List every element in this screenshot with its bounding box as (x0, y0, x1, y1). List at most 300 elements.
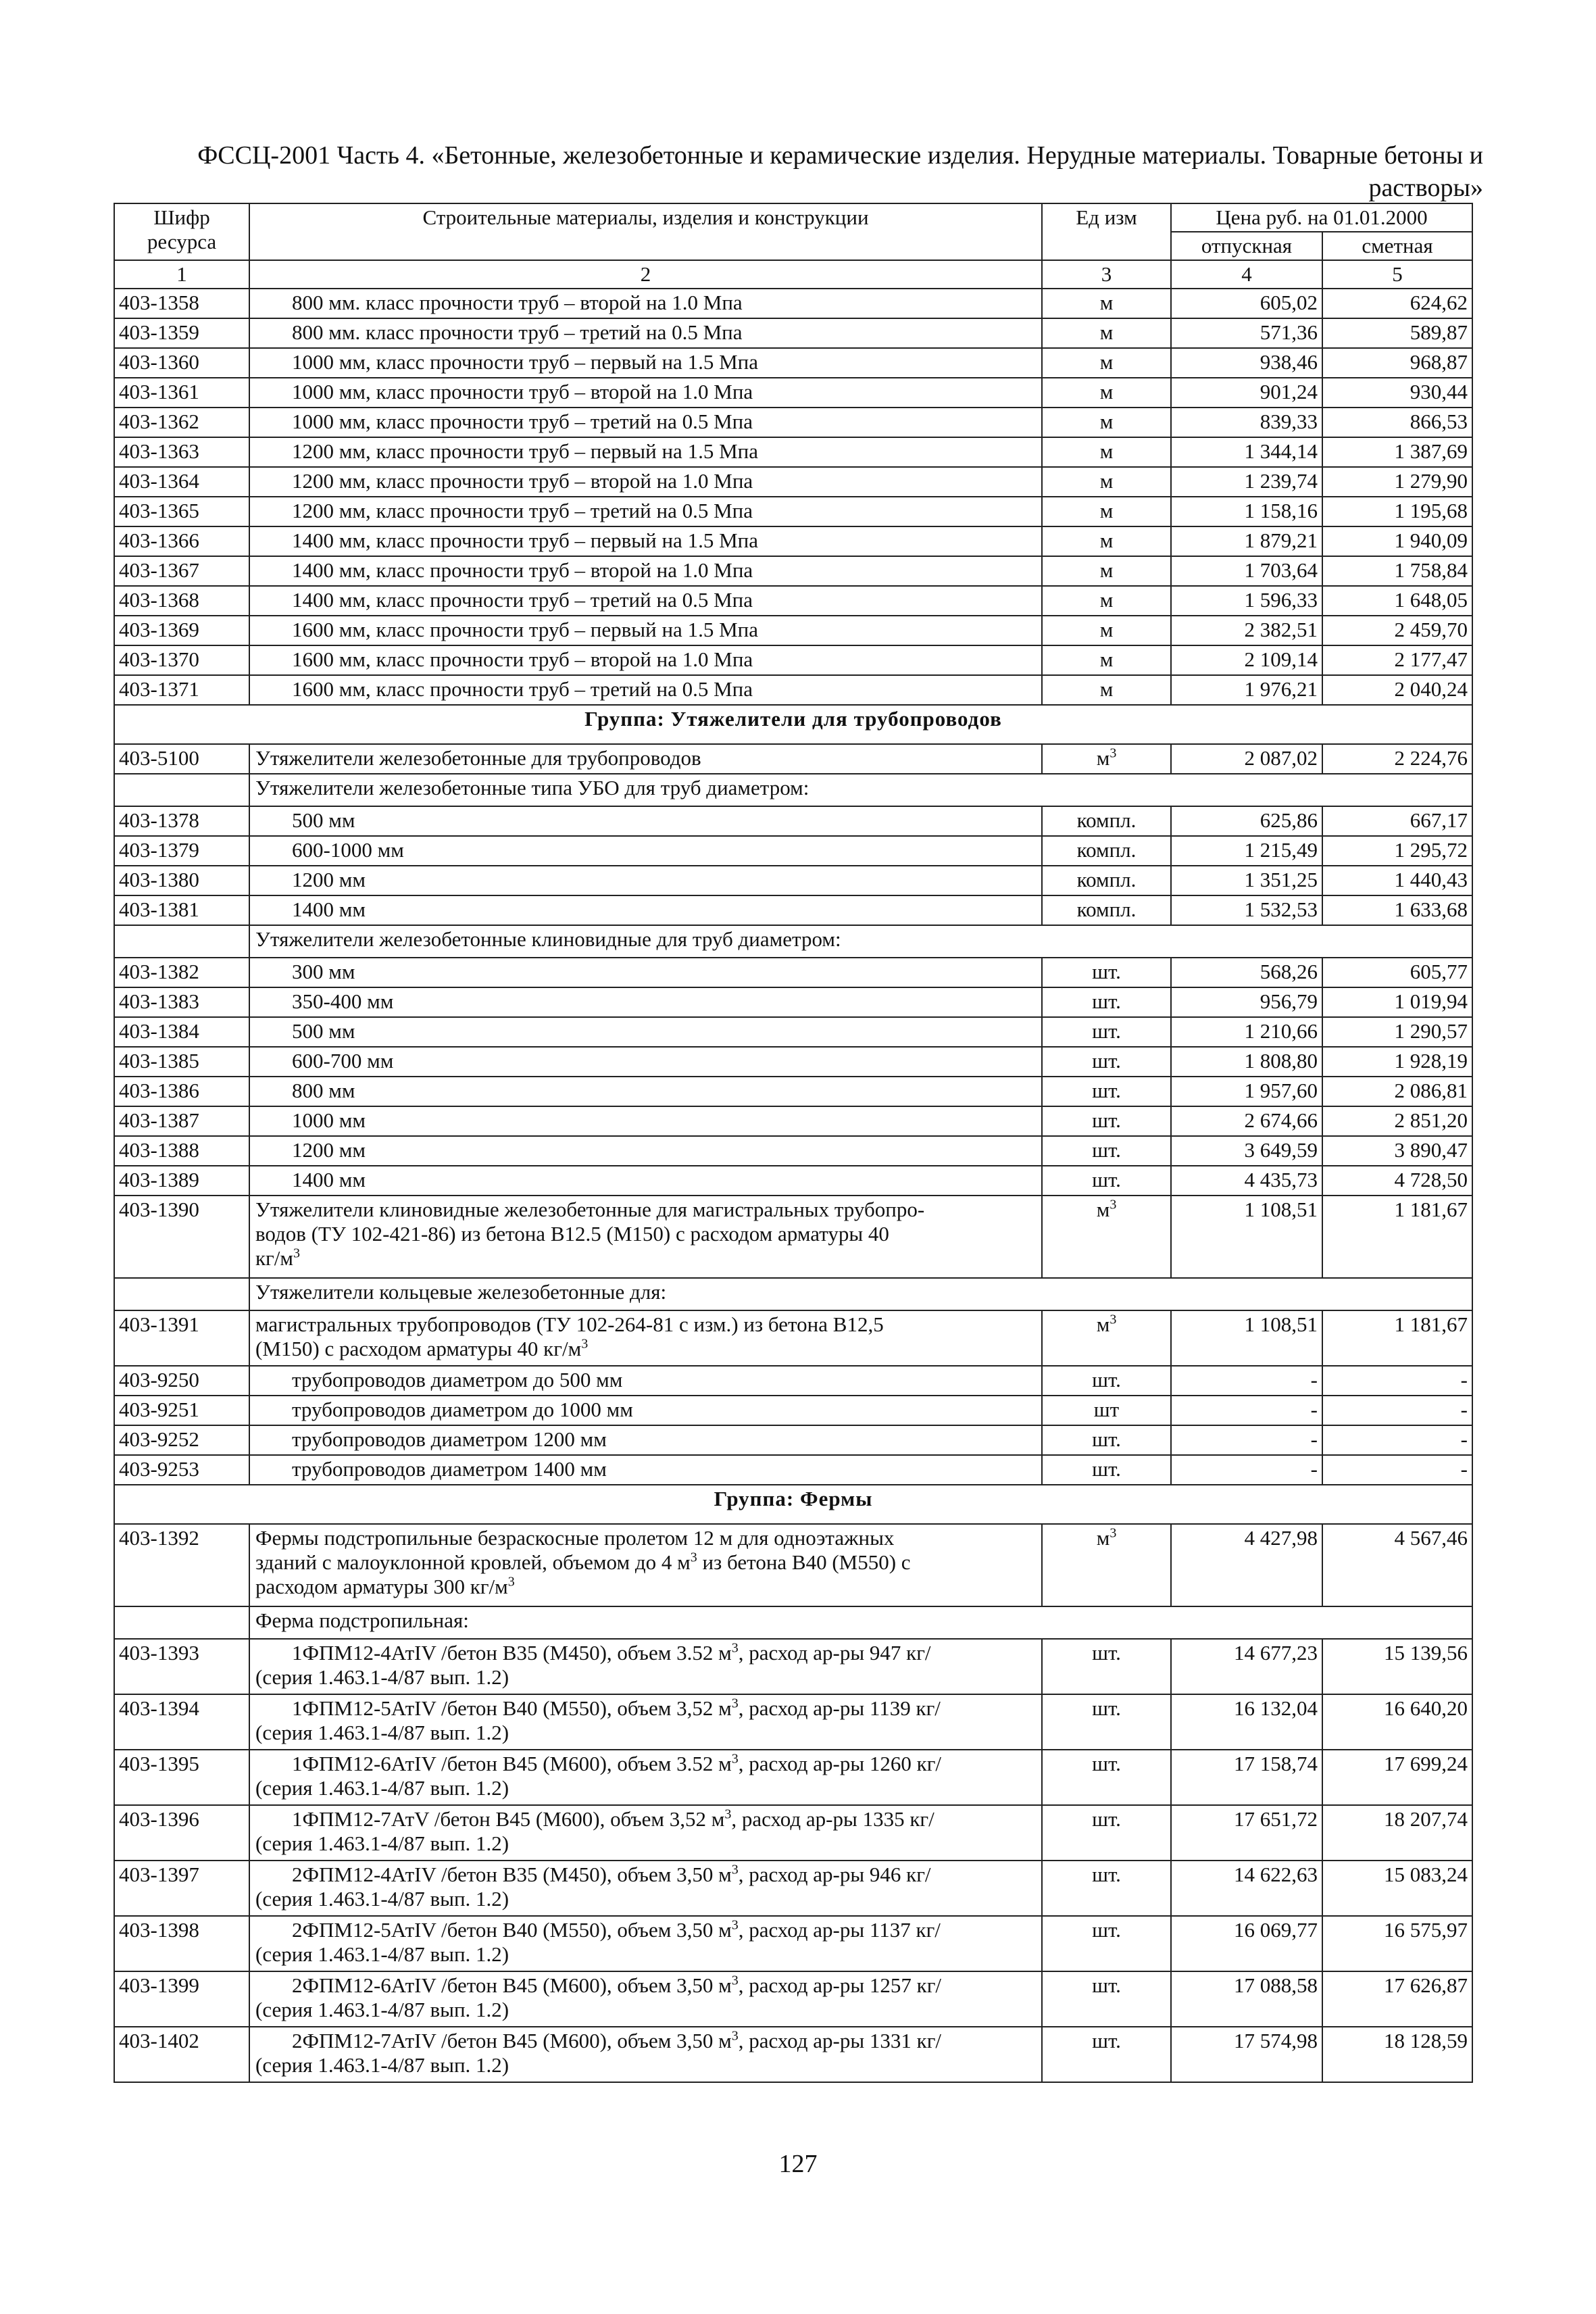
price-estimate: 1 195,68 (1322, 497, 1472, 526)
item-name: 1000 мм, класс прочности труб – третий на 0.5 Мпа (249, 408, 1042, 437)
resource-code: 403-1383 (114, 987, 249, 1017)
column-number: 4 (1171, 260, 1322, 289)
table-row (114, 2027, 1472, 2082)
price-release: 1 957,60 (1171, 1077, 1322, 1106)
price-estimate: 16 640,20 (1322, 1694, 1472, 1750)
resource-code: 403-1384 (114, 1017, 249, 1047)
superscript: 3 (731, 2028, 739, 2044)
table-row (114, 1017, 1472, 1047)
name-line (255, 1752, 941, 1775)
name-text: 2ФПМ12-6АтIV /бетон В45 (М600), объем 3,50 м (292, 1973, 732, 1997)
item-unit: шт. (1042, 1639, 1171, 1694)
item-name: 1400 мм, класс прочности труб – второй на 1.0 Мпа (249, 556, 1042, 586)
price-release: 1 596,33 (1171, 586, 1322, 616)
price-estimate: 17 699,24 (1322, 1750, 1472, 1805)
price-release: 571,36 (1171, 318, 1322, 348)
name-text: , расход ар-ры 1139 кг/ (738, 1696, 941, 1720)
price-estimate: 16 575,97 (1322, 1916, 1472, 1971)
column-number-row (114, 260, 1472, 289)
price-estimate: 2 459,70 (1322, 616, 1472, 645)
name-line (255, 1863, 931, 1886)
resource-code: 403-1385 (114, 1047, 249, 1077)
item-name (249, 1639, 1042, 1694)
item-name (249, 1196, 1042, 1278)
superscript: 3 (581, 1336, 589, 1352)
table-row (114, 526, 1472, 556)
item-unit (1042, 1310, 1171, 1366)
item-name: 1400 мм (249, 895, 1042, 925)
page-number: 127 (778, 2150, 818, 2178)
unit-text: м (1096, 1526, 1110, 1550)
item-name: 1400 мм (249, 1166, 1042, 1196)
group-heading (114, 1485, 1472, 1524)
item-unit (1042, 958, 1171, 987)
table-row (114, 645, 1472, 675)
name-text: 1ФПМ12-6АтIV /бетон В45 (М600), объем 3.52 м (292, 1752, 732, 1775)
price-estimate: - (1322, 1396, 1472, 1425)
name-text: 1ФПМ12-5АтIV /бетон В40 (М550), объем 3,52 м (292, 1696, 732, 1720)
subheading-row (114, 774, 1472, 806)
empty-cell (114, 925, 249, 958)
price-release: 625,86 (1171, 806, 1322, 836)
name-text: , расход ар-ры 946 кг/ (738, 1863, 931, 1886)
name-text: 1ФПМ12-7АтV /бетон В45 (М600), объем 3,52 м (292, 1807, 725, 1831)
resource-code: 403-1392 (114, 1524, 249, 1606)
unit-text: м (1099, 291, 1114, 314)
price-release: 1 210,66 (1171, 1017, 1322, 1047)
price-release: 839,33 (1171, 408, 1322, 437)
name-text: (серия 1.463.1-4/87 вып. 1.2) (255, 1998, 509, 2021)
name-text: 2ФПМ12-4АтIV /бетон В35 (М450), объем 3,50 м (292, 1863, 732, 1886)
item-name: 300 мм (249, 958, 1042, 987)
table-row (114, 1366, 1472, 1396)
item-unit (1042, 556, 1171, 586)
item-unit (1042, 1524, 1171, 1606)
item-name: трубопроводов диаметром до 500 мм (249, 1366, 1042, 1396)
item-name (249, 1694, 1042, 1750)
price-release: 1 108,51 (1171, 1196, 1322, 1278)
item-name: 800 мм. класс прочности труб – второй на 1.0 Мпа (249, 289, 1042, 318)
price-estimate: 968,87 (1322, 348, 1472, 378)
superscript: 3 (690, 1550, 697, 1565)
group-heading (114, 705, 1472, 744)
resource-code: 403-1368 (114, 586, 249, 616)
resource-code: 403-1380 (114, 866, 249, 895)
price-release: 2 674,66 (1171, 1106, 1322, 1136)
name-line (255, 1973, 941, 1997)
item-unit (1042, 318, 1171, 348)
name-text: Утяжелители клиновидные железобетонные для магистральных трубопро- (255, 1198, 925, 1221)
resource-code: 403-1378 (114, 806, 249, 836)
empty-cell (114, 1606, 249, 1639)
item-unit: шт. (1042, 1805, 1171, 1861)
subheading-row (114, 1278, 1472, 1310)
superscript: 3 (731, 1640, 739, 1656)
name-line (255, 1807, 934, 1831)
price-release: 2 382,51 (1171, 616, 1322, 645)
resource-code: 403-1362 (114, 408, 249, 437)
header-price-group: Цена руб. на 01.01.2000 (1171, 203, 1472, 232)
superscript: 3 (731, 1751, 739, 1767)
price-estimate: 2 177,47 (1322, 645, 1472, 675)
price-release: 1 108,51 (1171, 1310, 1322, 1366)
item-unit (1042, 806, 1171, 836)
item-name: 1600 мм, класс прочности труб – второй на 1.0 Мпа (249, 645, 1042, 675)
header-price-release: отпускная (1171, 232, 1322, 260)
item-unit (1042, 467, 1171, 497)
unit-text: м (1099, 320, 1114, 344)
item-name: трубопроводов диаметром 1200 мм (249, 1425, 1042, 1455)
price-release: 1 808,80 (1171, 1047, 1322, 1077)
resource-code: 403-1363 (114, 437, 249, 467)
header-name: Строительные материалы, изделия и конструкции (249, 203, 1042, 260)
subheading-row (114, 1606, 1472, 1639)
price-estimate: 4 728,50 (1322, 1166, 1472, 1196)
title-line-2: растворы» (1368, 174, 1483, 202)
resource-code: 403-1388 (114, 1136, 249, 1166)
resource-code: 403-1391 (114, 1310, 249, 1366)
resource-code: 403-1394 (114, 1694, 249, 1750)
item-unit (1042, 1077, 1171, 1106)
superscript: 3 (731, 1862, 739, 1877)
table-row (114, 1750, 1472, 1805)
column-number: 1 (114, 260, 249, 289)
name-text: 2ФПМ12-5АтIV /бетон В40 (М550), объем 3,50 м (292, 1918, 732, 1942)
table-row (114, 348, 1472, 378)
item-unit (1042, 1166, 1171, 1196)
title-line-1: ФССЦ-2001 Часть 4. «Бетонные, железобетонные и керамические изделия. Нерудные материалы. Товарные бетоны и (197, 141, 1483, 170)
price-estimate: 605,77 (1322, 958, 1472, 987)
item-unit (1042, 645, 1171, 675)
resource-code: 403-1399 (114, 1971, 249, 2027)
name-line (255, 1641, 931, 1665)
unit-text: м (1099, 677, 1114, 701)
table-row (114, 1136, 1472, 1166)
item-unit (1042, 675, 1171, 705)
resource-code: 403-1370 (114, 645, 249, 675)
table-row (114, 497, 1472, 526)
group-title: Группа: Утяжелители для трубопроводов (114, 705, 1472, 744)
resource-code: 403-1381 (114, 895, 249, 925)
resource-code: 403-1389 (114, 1166, 249, 1196)
price-estimate: 18 128,59 (1322, 2027, 1472, 2082)
superscript: 3 (731, 1917, 739, 1933)
item-name: трубопроводов диаметром до 1000 мм (249, 1396, 1042, 1425)
name-text: из бетона В40 (М550) с (697, 1550, 911, 1574)
item-unit (1042, 895, 1171, 925)
resource-code: 403-1393 (114, 1639, 249, 1694)
subheading: Утяжелители железобетонные клиновидные для труб диаметром: (249, 925, 1472, 958)
item-unit (1042, 1455, 1171, 1485)
item-name: 500 мм (249, 806, 1042, 836)
price-estimate: 1 290,57 (1322, 1017, 1472, 1047)
table-row (114, 408, 1472, 437)
price-release: 2 109,14 (1171, 645, 1322, 675)
name-text: , расход ар-ры 1331 кг/ (738, 2029, 942, 2052)
unit-text: м (1099, 439, 1114, 463)
item-name (249, 1916, 1042, 1971)
price-estimate: 589,87 (1322, 318, 1472, 348)
superscript: 3 (724, 1806, 732, 1822)
table-row (114, 437, 1472, 467)
unit-text: м (1099, 558, 1114, 582)
resource-code: 403-1382 (114, 958, 249, 987)
resource-code: 403-1386 (114, 1077, 249, 1106)
item-name: Утяжелители железобетонные для трубопроводов (249, 744, 1042, 774)
price-release: 1 239,74 (1171, 467, 1322, 497)
item-unit (1042, 497, 1171, 526)
name-text: магистральных трубопроводов (ТУ 102-264-81 с изм.) из бетона В12,5 (255, 1312, 884, 1336)
unit-text: м (1099, 469, 1114, 493)
subheading: Ферма подстропильная: (249, 1606, 1472, 1639)
subheading-row (114, 925, 1472, 958)
name-text: , расход ар-ры 947 кг/ (738, 1641, 931, 1665)
item-unit (1042, 526, 1171, 556)
resource-code: 403-1359 (114, 318, 249, 348)
unit-text: шт (1093, 1398, 1120, 1421)
item-name: 800 мм (249, 1077, 1042, 1106)
item-name: 1200 мм (249, 1136, 1042, 1166)
item-unit: шт. (1042, 2027, 1171, 2082)
table-row (114, 1196, 1472, 1278)
price-release: 16 132,04 (1171, 1694, 1322, 1750)
name-text: Фермы подстропильные безраскосные пролетом 12 м для одноэтажных (255, 1526, 895, 1550)
unit-text: м (1099, 618, 1114, 641)
item-unit: шт. (1042, 1861, 1171, 1916)
table-row (114, 987, 1472, 1017)
empty-cell (114, 1278, 249, 1310)
table-row (114, 1166, 1472, 1196)
resource-code: 403-9253 (114, 1455, 249, 1485)
resource-code: 403-1402 (114, 2027, 249, 2082)
price-release: 17 574,98 (1171, 2027, 1322, 2082)
unit-text: м (1099, 528, 1114, 552)
price-release: 956,79 (1171, 987, 1322, 1017)
price-release: 1 976,21 (1171, 675, 1322, 705)
table-row (114, 1310, 1472, 1366)
price-release: 605,02 (1171, 289, 1322, 318)
price-release: - (1171, 1366, 1322, 1396)
price-estimate: 4 567,46 (1322, 1524, 1472, 1606)
unit-text: шт. (1092, 1138, 1121, 1162)
superscript: 3 (293, 1246, 301, 1261)
table-row (114, 958, 1472, 987)
name-text: (серия 1.463.1-4/87 вып. 1.2) (255, 1831, 509, 1855)
item-unit (1042, 1106, 1171, 1136)
resource-code: 403-1364 (114, 467, 249, 497)
subheading: Утяжелители кольцевые железобетонные для: (249, 1278, 1472, 1310)
column-number: 5 (1322, 260, 1472, 289)
price-estimate: 1 648,05 (1322, 586, 1472, 616)
item-name (249, 1524, 1042, 1606)
name-text: (серия 1.463.1-4/87 вып. 1.2) (255, 1887, 509, 1911)
item-unit (1042, 1396, 1171, 1425)
resource-code: 403-1396 (114, 1805, 249, 1861)
item-unit: шт. (1042, 1971, 1171, 2027)
empty-cell (114, 774, 249, 806)
item-unit (1042, 1425, 1171, 1455)
unit-text: шт. (1092, 1368, 1121, 1392)
item-name: 600-700 мм (249, 1047, 1042, 1077)
price-estimate: 1 387,69 (1322, 437, 1472, 467)
unit-text: шт. (1092, 1049, 1121, 1073)
item-unit (1042, 408, 1171, 437)
item-name: 1200 мм, класс прочности труб – третий на 0.5 Мпа (249, 497, 1042, 526)
superscript: 3 (1109, 745, 1117, 761)
unit-text: компл. (1076, 868, 1137, 891)
table-row (114, 1524, 1472, 1606)
table-row (114, 1971, 1472, 2027)
table-row (114, 1861, 1472, 1916)
unit-text: м (1099, 499, 1114, 522)
unit-text: шт. (1092, 960, 1121, 983)
resource-code: 403-1395 (114, 1750, 249, 1805)
price-release: 1 532,53 (1171, 895, 1322, 925)
table-row (114, 378, 1472, 408)
item-name: 500 мм (249, 1017, 1042, 1047)
price-release: - (1171, 1455, 1322, 1485)
table-row (114, 744, 1472, 774)
item-unit: шт. (1042, 1916, 1171, 1971)
resource-code: 403-1360 (114, 348, 249, 378)
price-estimate: 1 019,94 (1322, 987, 1472, 1017)
price-estimate: 1 928,19 (1322, 1047, 1472, 1077)
item-unit (1042, 1136, 1171, 1166)
price-estimate: 1 181,67 (1322, 1196, 1472, 1278)
table-row (114, 675, 1472, 705)
name-text: , расход ар-ры 1137 кг/ (738, 1918, 941, 1942)
item-unit (1042, 1366, 1171, 1396)
price-estimate: 930,44 (1322, 378, 1472, 408)
header-unit: Ед изм (1042, 203, 1171, 260)
item-name: 600-1000 мм (249, 836, 1042, 866)
item-unit: шт. (1042, 1694, 1171, 1750)
resource-code: 403-1398 (114, 1916, 249, 1971)
name-text: водов (ТУ 102-421-86) из бетона В12.5 (М150) с расходом арматуры 40 (255, 1222, 889, 1246)
unit-text: м (1096, 1312, 1110, 1336)
column-number: 2 (249, 260, 1042, 289)
superscript: 3 (507, 1574, 515, 1590)
unit-text: шт. (1092, 1019, 1121, 1043)
price-estimate: - (1322, 1455, 1472, 1485)
price-estimate: 2 086,81 (1322, 1077, 1472, 1106)
price-estimate: 2 040,24 (1322, 675, 1472, 705)
price-release: 1 344,14 (1171, 437, 1322, 467)
name-text: (М150) с расходом арматуры 40 кг/м (255, 1337, 582, 1360)
name-text: (серия 1.463.1-4/87 вып. 1.2) (255, 1665, 509, 1689)
table-row (114, 1455, 1472, 1485)
table-row (114, 806, 1472, 836)
price-estimate: 1 181,67 (1322, 1310, 1472, 1366)
item-unit (1042, 616, 1171, 645)
unit-text: шт. (1092, 1079, 1121, 1102)
name-line (255, 2029, 941, 2052)
name-text: (серия 1.463.1-4/87 вып. 1.2) (255, 1721, 509, 1744)
resource-code: 403-1361 (114, 378, 249, 408)
name-text: , расход ар-ры 1260 кг/ (738, 1752, 942, 1775)
price-estimate: 1 758,84 (1322, 556, 1472, 586)
price-estimate: 1 295,72 (1322, 836, 1472, 866)
item-name: 1600 мм, класс прочности труб – первый на 1.5 Мпа (249, 616, 1042, 645)
unit-text: м (1096, 746, 1110, 770)
name-text: (серия 1.463.1-4/87 вып. 1.2) (255, 2053, 509, 2077)
price-estimate: 18 207,74 (1322, 1805, 1472, 1861)
item-unit (1042, 289, 1171, 318)
price-release: - (1171, 1425, 1322, 1455)
price-estimate: 1 440,43 (1322, 866, 1472, 895)
item-name: 1600 мм, класс прочности труб – третий на 0.5 Мпа (249, 675, 1042, 705)
price-estimate: 15 139,56 (1322, 1639, 1472, 1694)
price-table (114, 203, 1473, 2083)
resource-code: 403-1365 (114, 497, 249, 526)
name-text: (серия 1.463.1-4/87 вып. 1.2) (255, 1942, 509, 1966)
table-row (114, 1805, 1472, 1861)
item-name: 1200 мм, класс прочности труб – первый на 1.5 Мпа (249, 437, 1042, 467)
price-release: 1 351,25 (1171, 866, 1322, 895)
unit-text: шт. (1092, 1457, 1121, 1481)
price-estimate: 667,17 (1322, 806, 1472, 836)
unit-text: м (1099, 588, 1114, 612)
table-row (114, 895, 1472, 925)
price-release: 4 427,98 (1171, 1524, 1322, 1606)
table-row (114, 836, 1472, 866)
resource-code: 403-1358 (114, 289, 249, 318)
item-name (249, 2027, 1042, 2082)
price-release: 17 158,74 (1171, 1750, 1322, 1805)
unit-text: компл. (1076, 838, 1137, 862)
group-title: Группа: Фермы (114, 1485, 1472, 1524)
unit-text: шт. (1092, 1427, 1121, 1451)
name-line (255, 1918, 941, 1942)
price-release: 1 879,21 (1171, 526, 1322, 556)
price-estimate: 1 279,90 (1322, 467, 1472, 497)
price-release: 17 651,72 (1171, 1805, 1322, 1861)
table-row (114, 1425, 1472, 1455)
unit-text: м (1099, 647, 1114, 671)
superscript: 3 (1109, 1197, 1117, 1212)
item-name: 1000 мм (249, 1106, 1042, 1136)
item-name (249, 1750, 1042, 1805)
table-row (114, 1396, 1472, 1425)
table-row (114, 467, 1472, 497)
unit-text: м (1099, 380, 1114, 403)
item-name (249, 1971, 1042, 2027)
item-name: 1400 мм, класс прочности труб – третий на 0.5 Мпа (249, 586, 1042, 616)
table-row (114, 866, 1472, 895)
name-text: , расход ар-ры 1335 кг/ (731, 1807, 934, 1831)
item-name: 1200 мм, класс прочности труб – второй на 1.0 Мпа (249, 467, 1042, 497)
item-unit (1042, 987, 1171, 1017)
subheading: Утяжелители железобетонные типа УБО для труб диаметром: (249, 774, 1472, 806)
resource-code: 403-1387 (114, 1106, 249, 1136)
table-row (114, 556, 1472, 586)
resource-code: 403-1397 (114, 1861, 249, 1916)
superscript: 3 (1109, 1525, 1117, 1541)
table-row (114, 1106, 1472, 1136)
column-number: 3 (1042, 260, 1171, 289)
name-text: расходом арматуры 300 кг/м (255, 1575, 508, 1598)
price-estimate: - (1322, 1425, 1472, 1455)
table-row (114, 1047, 1472, 1077)
item-name (249, 1861, 1042, 1916)
resource-code: 403-1366 (114, 526, 249, 556)
price-release: 1 215,49 (1171, 836, 1322, 866)
table-row (114, 616, 1472, 645)
price-estimate: 15 083,24 (1322, 1861, 1472, 1916)
resource-code: 403-9252 (114, 1425, 249, 1455)
item-name: трубопроводов диаметром 1400 мм (249, 1455, 1042, 1485)
price-release: 16 069,77 (1171, 1916, 1322, 1971)
